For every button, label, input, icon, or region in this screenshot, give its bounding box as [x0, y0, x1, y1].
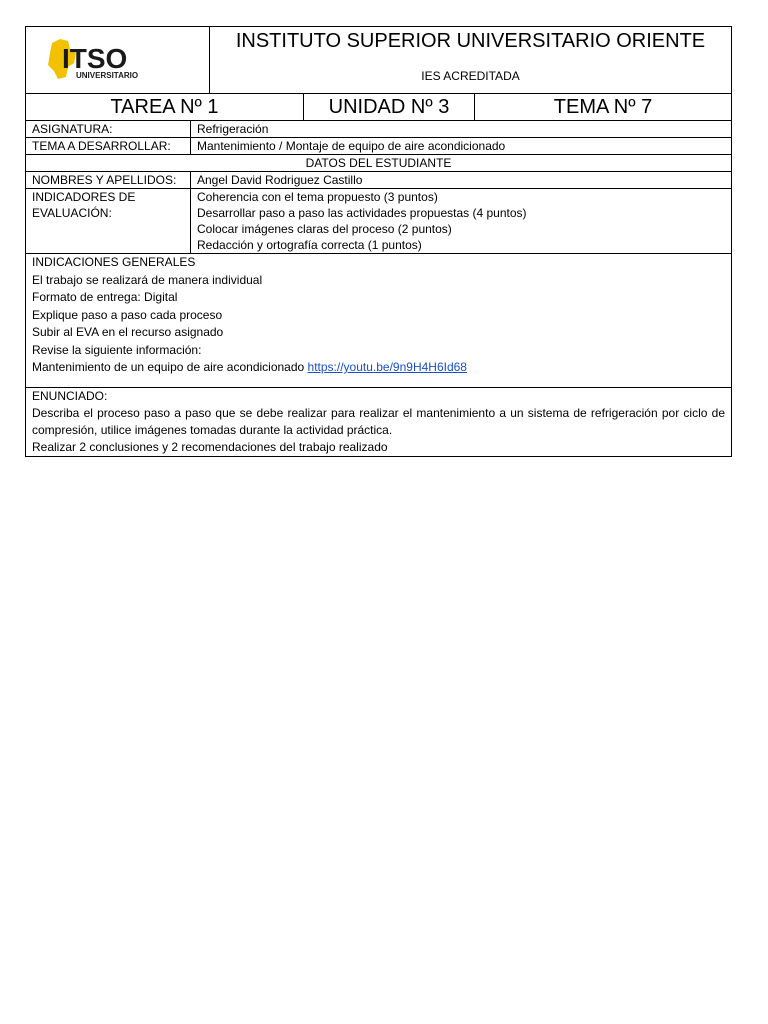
youtube-link[interactable]: https://youtu.be/9n9H4H6Id68	[307, 360, 467, 374]
indicacion-line: El trabajo se realizará de manera individual	[32, 272, 263, 287]
nombres-label: NOMBRES Y APELLIDOS:	[26, 172, 191, 189]
indicacion-line: Revise la siguiente información:	[32, 342, 202, 357]
nombres-value: Angel David Rodriguez Castillo	[191, 172, 732, 189]
itso-logo-icon	[46, 35, 156, 85]
asignatura-value: Refrigeración	[191, 121, 732, 138]
indicaciones-title: INDICACIONES GENERALES	[32, 255, 196, 269]
indicacion-line: Subir al EVA en el recurso asignado	[32, 325, 224, 339]
tema-number: TEMA Nº 7	[475, 94, 732, 121]
indicadores-label-line2: EVALUACIÓN:	[32, 206, 112, 220]
accreditation-label: IES ACREDITADA	[421, 69, 520, 83]
indicacion-line: Formato de entrega: Digital	[32, 290, 178, 304]
indicadores-label-line1: INDICADORES DE	[32, 190, 136, 204]
indicadores-list	[191, 189, 732, 254]
institution-name: INSTITUTO SUPERIOR UNIVERSITARIO ORIENTE	[235, 30, 706, 52]
assignment-table	[25, 93, 732, 121]
asignatura-label: ASIGNATURA:	[26, 121, 191, 138]
document-form	[25, 26, 731, 457]
enunciado-title: ENUNCIADO:	[32, 388, 108, 403]
svg-text:UNIVERSITARIO: UNIVERSITARIO	[76, 71, 139, 80]
enunciado-section	[26, 387, 732, 456]
svg-text:ITSO: ITSO	[62, 43, 128, 74]
indicacion-line: Explique paso a paso cada proceso	[32, 307, 223, 322]
logo-cell	[26, 27, 210, 94]
institution-cell	[210, 27, 732, 94]
datos-estudiante-title: DATOS DEL ESTUDIANTE	[26, 155, 732, 172]
enunciado-paragraph: Describa el proceso paso a paso que se debe realizar para realizar el mantenimiento a un sistema de refrigeración por ciclo de compresión, utilice imágenes tomadas durante la actividad práctica.	[32, 405, 725, 437]
indicador-item: Desarrollar paso a paso las actividades propuestas (4 puntos)	[197, 206, 527, 220]
indicador-item: Coherencia con el tema propuesto (3 puntos)	[197, 190, 438, 204]
tema-label: TEMA A DESARROLLAR:	[26, 138, 191, 155]
resource-line	[32, 359, 725, 377]
details-table	[25, 120, 732, 457]
itso-logo	[26, 35, 209, 85]
enunciado-line: Realizar 2 conclusiones y 2 recomendaciones del trabajo realizado	[32, 439, 388, 454]
header-table	[25, 26, 732, 94]
indicadores-label	[26, 189, 191, 254]
indicador-item: Colocar imágenes claras del proceso (2 puntos)	[197, 222, 452, 236]
tarea-number: TAREA Nº 1	[26, 94, 304, 121]
resource-text: Mantenimiento de un equipo de aire acondicionado	[32, 360, 308, 374]
indicador-item: Redacción y ortografía correcta (1 puntos)	[197, 238, 422, 252]
tema-value: Mantenimiento / Montaje de equipo de aire acondicionado	[191, 138, 732, 155]
indicaciones-generales	[26, 254, 732, 388]
unidad-number: UNIDAD Nº 3	[304, 94, 475, 121]
